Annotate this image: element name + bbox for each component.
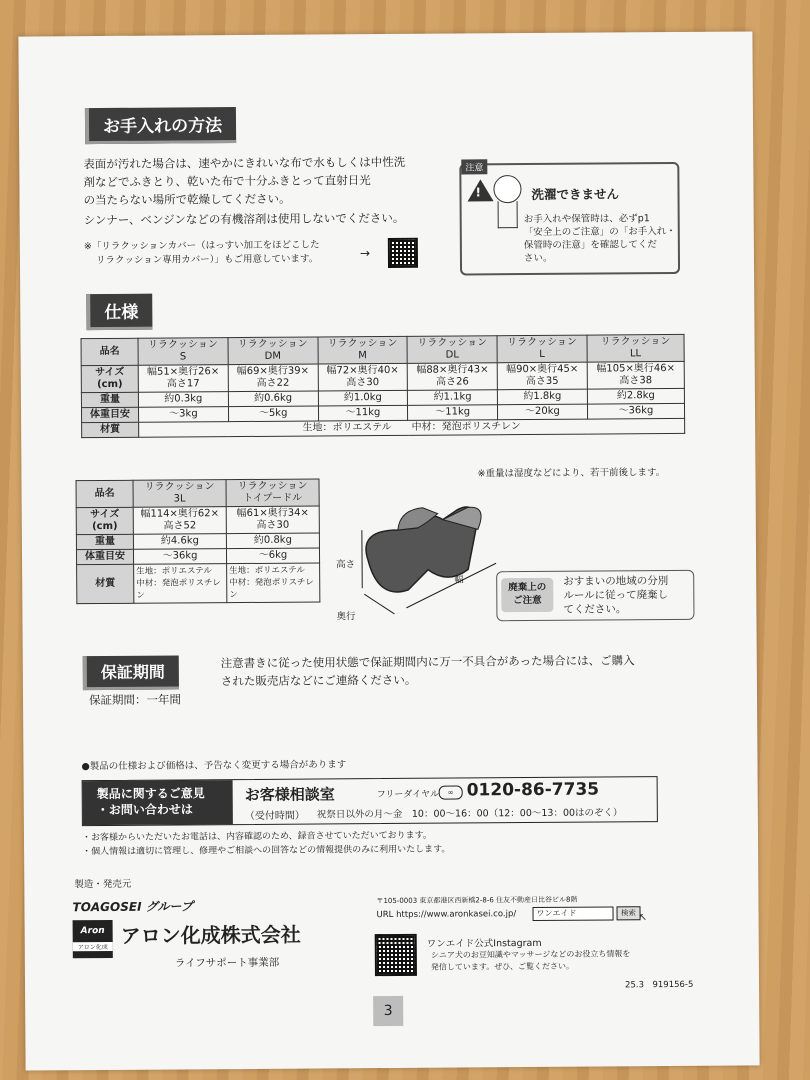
search-input[interactable]: ワンエイド bbox=[532, 906, 613, 921]
disposal-box bbox=[496, 570, 694, 621]
warranty-text-2: された販売店などにご連絡ください。 bbox=[220, 672, 417, 689]
size-s: 幅51×奥行26× 高さ17 bbox=[138, 365, 228, 393]
contact-center-title: お客様相談室 bbox=[244, 785, 335, 805]
caution-text-1: お手入れや保管時は、必ずp1 bbox=[523, 213, 650, 226]
size-l: 幅90×奥行45× 高さ35 bbox=[497, 362, 587, 390]
disposal-label: 廃棄上の ご注意 bbox=[501, 578, 553, 612]
weight-s: 約0.3kg bbox=[138, 392, 228, 408]
company-url[interactable]: URL https://www.aronkasei.co.jp/ bbox=[376, 909, 517, 921]
row-label-material: 材質 bbox=[82, 422, 139, 437]
size-toypoodle: 幅61×奥行34× 高さ30 bbox=[226, 506, 319, 534]
product-name-dl: リラクッション DL bbox=[407, 336, 497, 364]
person-body-icon bbox=[498, 201, 518, 228]
aron-logo bbox=[73, 920, 113, 958]
material-toypoodle: 生地：ポリエステル 中材：発泡ポリスチレン bbox=[227, 563, 320, 603]
contact-note-1: ・お客様からいただいたお電話は、内容確認のため、録音させていただいております。 bbox=[81, 830, 432, 844]
target-m: ～11kg bbox=[318, 405, 408, 421]
care-line-2: 剤などでふきとり、乾いた布で十分ふきとって直射日光 bbox=[83, 173, 371, 190]
dim-height-label: 高さ bbox=[336, 559, 356, 571]
product-name-s: リラクッション S bbox=[138, 338, 228, 366]
instagram-text-1: シニア犬のお豆知識やマッサージなどのお役立ち情報を bbox=[430, 949, 631, 960]
aron-logo-text: Aron bbox=[80, 925, 105, 937]
cushion-illustration bbox=[328, 489, 499, 620]
contact-left-line-2: ・お問い合わせは bbox=[96, 802, 193, 818]
size-dm: 幅69×奥行39× 高さ22 bbox=[228, 364, 318, 392]
care-line-4: シンナー、ベンジンなどの有機溶剤は使用しないでください。 bbox=[83, 210, 405, 228]
spec-table-main bbox=[81, 334, 686, 438]
dim-depth-label: 奥行 bbox=[336, 611, 356, 623]
caution-text-2: 「安全上のご注意」の「お手入れ・ bbox=[523, 225, 676, 239]
contact-hours: 祝祭日以外の月～金 10：00～16：00（12：00～13：00はのぞく） bbox=[316, 807, 623, 821]
size-ll: 幅105×奥行46× 高さ38 bbox=[587, 361, 684, 389]
product-name-toypoodle: リラクッション トイプードル bbox=[226, 479, 319, 507]
target-3l: ～36kg bbox=[133, 549, 226, 565]
product-name-l: リラクッション L bbox=[497, 335, 587, 363]
sub-row-label-weight: 重量 bbox=[76, 534, 133, 549]
caution-tag: 注意 bbox=[461, 159, 487, 174]
weight-l: 約1.8kg bbox=[497, 389, 587, 405]
division-name: ライフサポート事業部 bbox=[174, 956, 280, 970]
care-note-1: ※「リラクッションカバー（はっすい加工をほどこした bbox=[83, 239, 320, 253]
warranty-text-1: 注意書きに従った使用状態で保証期間内に万一不具合があった場合には、ご購入 bbox=[220, 653, 635, 671]
size-dl: 幅88×奥行43× 高さ26 bbox=[407, 363, 497, 391]
care-line-3: の当たらない場所で乾燥してください。 bbox=[83, 191, 291, 208]
aron-logo-sub: アロン化成 bbox=[73, 942, 113, 951]
document-page bbox=[18, 31, 759, 1070]
company-address: 〒105-0003 東京都港区西新橋2-8-6 住友不動産日比谷ビル8階 bbox=[376, 895, 578, 906]
qr-code-cover bbox=[388, 238, 418, 268]
search-button[interactable]: 検索 bbox=[616, 906, 640, 920]
target-s: ～3kg bbox=[138, 407, 228, 423]
product-name-dm: リラクッション DM bbox=[228, 337, 318, 365]
caution-text-4: さい。 bbox=[523, 252, 553, 265]
contact-left-line-1: 製品に関するご意見 bbox=[96, 786, 205, 802]
exclamation-icon: ! bbox=[475, 185, 482, 200]
sub-row-label-target: 体重目安 bbox=[76, 549, 133, 564]
spec-change-notice: ●製品の仕様および価格は、予告なく変更する場合があります bbox=[81, 759, 347, 773]
document-code: 25.3 919156-5 bbox=[625, 979, 694, 991]
size-3l: 幅114×奥行62× 高さ52 bbox=[133, 507, 226, 535]
toagosei-group-logo: TOAGOSEI グループ bbox=[72, 899, 193, 915]
dim-width-label: 幅 bbox=[454, 574, 464, 586]
page-number: 3 bbox=[373, 996, 403, 1026]
free-dial-icon: ∞ bbox=[439, 785, 463, 799]
target-dl: ～11kg bbox=[408, 405, 498, 421]
disposal-text: おすまいの地域の分別 ルールに従って廃棄し てください。 bbox=[563, 575, 669, 616]
arrow-right-icon: → bbox=[359, 246, 371, 261]
material-all: 生地：ポリエステル 中材：発泡ポリスチレン bbox=[139, 418, 685, 437]
target-ll: ～36kg bbox=[587, 403, 684, 419]
person-illustration-icon bbox=[493, 175, 521, 203]
instagram-title: ワンエイド公式Instagram bbox=[426, 937, 542, 950]
weight-m: 約1.0kg bbox=[318, 390, 408, 406]
size-m: 幅72×奥行40× 高さ30 bbox=[318, 363, 408, 391]
spec-section-title: 仕様 bbox=[86, 294, 152, 330]
contact-note-2: ・個人情報は適切に管理し、修理やご相談への回答などの情報提供のみに利用いたします。 bbox=[82, 844, 451, 858]
target-l: ～20kg bbox=[498, 404, 588, 420]
company-name: アロン化成株式会社 bbox=[120, 922, 301, 948]
warranty-section-title: 保証期間 bbox=[83, 655, 179, 690]
warranty-period: 保証期間：一年間 bbox=[88, 692, 182, 708]
row-label-name: 品名 bbox=[81, 338, 138, 365]
sub-row-label-name: 品名 bbox=[76, 480, 133, 507]
instagram-text-2: 発信しています。ぜひ、ご覧ください。 bbox=[430, 961, 574, 972]
target-toypoodle: ～6kg bbox=[226, 548, 319, 564]
product-name-m: リラクッション M bbox=[318, 336, 408, 364]
material-3l: 生地：ポリエステル 中材：発泡ポリスチレン bbox=[134, 564, 227, 604]
spec-table-sub bbox=[75, 478, 320, 604]
care-section-title: お手入れの方法 bbox=[85, 107, 236, 144]
weight-dl: 約1.1kg bbox=[408, 390, 498, 406]
weight-3l: 約4.6kg bbox=[133, 534, 226, 550]
free-dial-label: フリーダイヤル bbox=[376, 789, 440, 801]
row-label-weight: 重量 bbox=[81, 392, 138, 407]
product-name-3l: リラクッション 3L bbox=[133, 480, 226, 508]
caution-box bbox=[459, 162, 680, 276]
row-label-target: 体重目安 bbox=[81, 407, 138, 422]
weight-note: ※重量は湿度などにより、若干前後します。 bbox=[477, 467, 666, 480]
weight-dm: 約0.6kg bbox=[228, 391, 318, 407]
maker-label: 製造・発売元 bbox=[74, 878, 132, 891]
cursor-pointer-icon: ↖ bbox=[638, 912, 647, 924]
care-line-1: 表面が汚れた場合は、速やかにきれいな布で水もしくは中性洗 bbox=[83, 154, 406, 172]
care-note-2: リラクッション専用カバー）」もご用意しています。 bbox=[95, 253, 319, 267]
row-label-size: サイズ (cm) bbox=[81, 365, 138, 392]
caution-text-3: 保管時の注意」を確認してくだ bbox=[523, 239, 657, 252]
contact-box bbox=[82, 776, 658, 826]
sub-row-label-size: サイズ (cm) bbox=[76, 507, 133, 534]
sub-row-label-material: 材質 bbox=[77, 564, 134, 603]
product-name-ll: リラクッション LL bbox=[587, 334, 684, 362]
hours-label: （受付時間） bbox=[244, 810, 305, 823]
weight-ll: 約2.8kg bbox=[587, 388, 684, 404]
caution-title: 洗濯できません bbox=[531, 186, 620, 202]
contact-phone[interactable]: 0120-86-7735 bbox=[466, 779, 600, 801]
target-dm: ～5kg bbox=[228, 406, 318, 422]
qr-code-instagram bbox=[375, 934, 417, 976]
contact-left-panel bbox=[83, 780, 233, 825]
weight-toypoodle: 約0.8kg bbox=[226, 533, 319, 549]
